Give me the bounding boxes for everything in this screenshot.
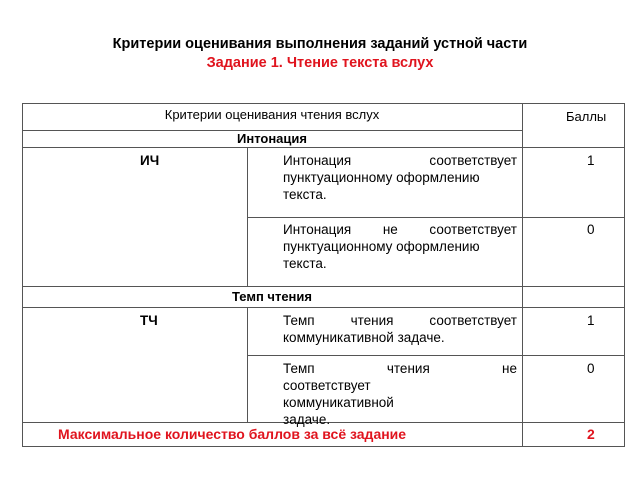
points-column-divider [522, 103, 523, 446]
table-border-bottom [22, 446, 625, 447]
section-intonation: Интонация [237, 131, 307, 146]
table-border-left [22, 103, 23, 446]
max-score-value: 2 [587, 426, 595, 442]
criterion-text: Темп чтения соответствует [283, 313, 517, 328]
divider [22, 147, 625, 148]
criterion-row [283, 360, 517, 428]
section-code-ich: ИЧ [140, 153, 160, 168]
criterion-row [283, 152, 517, 203]
criterion-text: пунктуационному оформлению текста. [283, 170, 480, 202]
criterion-text: соответствует коммуникативной задаче. [283, 378, 394, 427]
criterion-row [283, 312, 517, 346]
section-tempo: Темп чтения [231, 289, 312, 304]
heading [0, 36, 640, 71]
criterion-text: Интонация соответствует [283, 153, 517, 168]
divider [22, 307, 625, 308]
table-border-right [624, 103, 625, 446]
table-border-top [22, 103, 625, 104]
criterion-text: пунктуационному оформлению текста. [283, 239, 480, 271]
criterion-points: 1 [587, 153, 595, 168]
divider [22, 286, 625, 287]
max-score-label: Максимальное количество баллов за всё задание [58, 426, 407, 442]
divider [247, 307, 248, 422]
task-subtitle: Задание 1. Чтение текста вслух [206, 55, 434, 71]
divider [247, 147, 248, 286]
criterion-text: Темп чтения не [283, 361, 517, 376]
divider [247, 355, 625, 356]
criterion-points: 0 [587, 361, 595, 376]
criterion-points: 1 [587, 313, 595, 328]
criterion-points: 0 [587, 222, 595, 237]
criterion-text: Интонация не соответствует [283, 222, 517, 237]
divider [247, 217, 625, 218]
header-points: Баллы [566, 109, 607, 124]
page-title: Критерии оценивания выполнения заданий устной части [112, 36, 528, 52]
criterion-text: коммуникативной задаче. [283, 330, 445, 345]
header-criteria: Критерии оценивания чтения вслух [164, 107, 380, 122]
criterion-row [283, 221, 517, 272]
section-code-tch: ТЧ [140, 313, 158, 328]
